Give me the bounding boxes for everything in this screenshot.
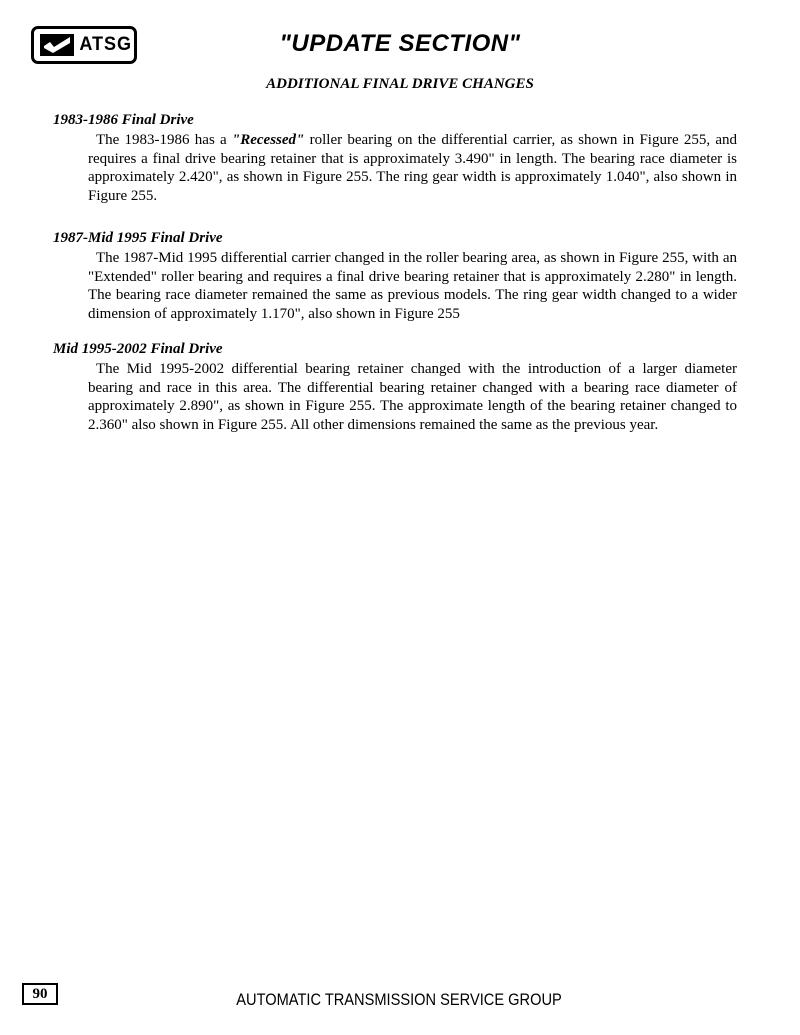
body-text: roller bearing on the differential carrier, as shown in Figure 255, and requires a final drive bearing retainer that is approximately 3.490" in length. The bearing race diameter is approximately 2.420", as shown in Figure 255. The ring gear width is approximately 1.040", also shown in Figure 255. xyxy=(88,132,737,204)
section-heading: 1983-1986 Final Drive xyxy=(53,112,194,128)
section-1987-mid-1995 xyxy=(53,230,737,323)
page-subtitle: ADDITIONAL FINAL DRIVE CHANGES xyxy=(266,76,534,92)
section-body: The 1987-Mid 1995 differential carrier changed in the roller bearing area, as shown in Figure 255, with an "Extended" roller bearing and requires a final drive bearing retainer that is approximately 2.280" in length. The bearing race diameter remained the same as previous models. The ring gear width changed to a wider dimension of approximately 1.170", also shown in Figure 255 xyxy=(88,250,737,322)
section-heading: 1987-Mid 1995 Final Drive xyxy=(53,230,223,246)
page-number: 90 xyxy=(22,983,58,1005)
emphasis-text: "Recessed" xyxy=(231,132,305,148)
section-heading: Mid 1995-2002 Final Drive xyxy=(53,341,223,357)
page-title: "UPDATE SECTION" xyxy=(279,30,521,57)
section-mid-1995-2002 xyxy=(53,341,737,434)
section-body xyxy=(88,131,737,205)
body-text: The 1983-1986 has a xyxy=(96,132,232,148)
section-body: The Mid 1995-2002 differential bearing retainer changed with the introduction of a larger diameter bearing and race in this area. The differential bearing retainer changed with a bearing race diameter of approximately 2.890", as shown in Figure 255. The approximate length of the bearing retainer changed to 2.360" also shown in Figure 255. All other dimensions remained the same as the previous year. xyxy=(88,361,737,433)
section-1983-1986 xyxy=(53,112,737,205)
logo-text: ATSG xyxy=(79,34,132,55)
footer-organization: AUTOMATIC TRANSMISSION SERVICE GROUP xyxy=(236,990,562,1009)
